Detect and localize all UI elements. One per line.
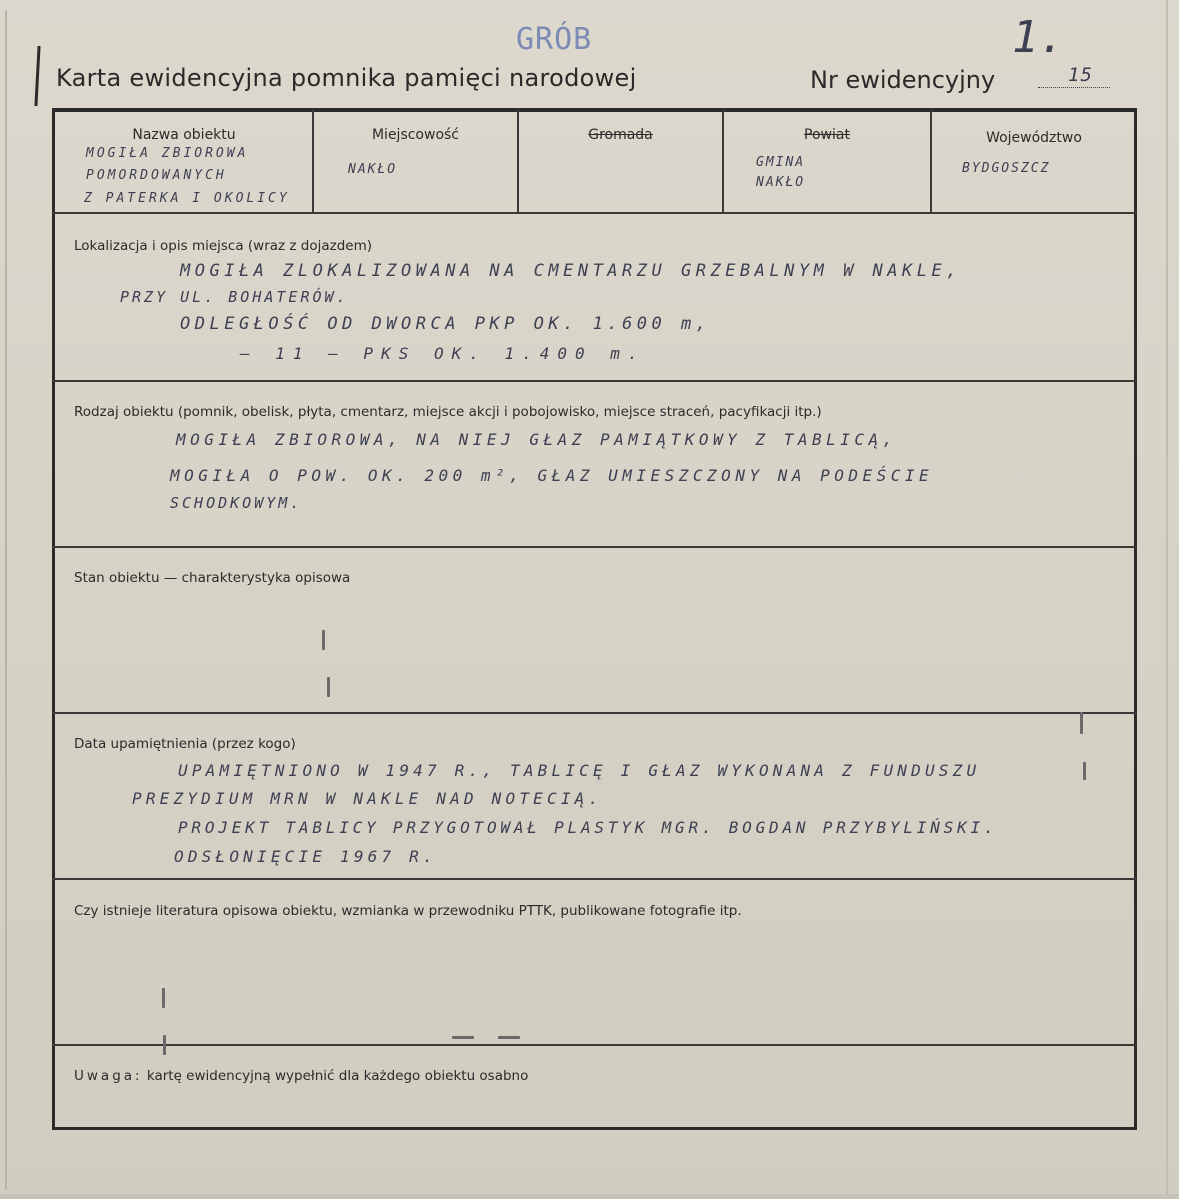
section-label-location: Lokalizacja i opis miejsca (wraz z dojazdem) bbox=[74, 238, 373, 254]
left-margin-bar bbox=[34, 46, 40, 106]
column-divider bbox=[312, 110, 314, 213]
footer-note-text: kartę ewidencyjną wypełnić dla każdego obiektu osabno bbox=[146, 1068, 529, 1084]
object-name-line: POMORDOWANYCH bbox=[86, 168, 227, 183]
location-line: MOGIŁA ZLOKALIZOWANA NA CMENTARZU GRZEBALNYM W NAKLE, bbox=[180, 261, 961, 281]
object-name-line: Z PATERKA I OKOLICY bbox=[84, 191, 290, 206]
location-line: ODLEGŁOŚĆ OD DWORCA PKP OK. 1.600 m, bbox=[180, 314, 711, 334]
column-label-locality: Miejscowość bbox=[371, 127, 460, 143]
staple-mark bbox=[1083, 762, 1086, 780]
footer-note-label: Uwaga: bbox=[74, 1068, 143, 1084]
commemoration-line: ODSŁONIĘCIE 1967 R. bbox=[174, 847, 437, 866]
column-label-voivodeship: Województwo bbox=[986, 130, 1082, 146]
column-label-commune-struck: Gromada bbox=[588, 127, 653, 143]
row-divider bbox=[52, 546, 1137, 548]
object-type-line: MOGIŁA ZBIOROWA, NA NIEJ GŁAZ PAMIĄTKOWY Z TABLICĄ, bbox=[176, 430, 897, 449]
voivodeship-value: BYDGOSZCZ bbox=[962, 161, 1051, 176]
card-edge-bottom bbox=[0, 1194, 1179, 1199]
card-title: Karta ewidencyjna pomnika pamięci narodowej bbox=[56, 64, 637, 92]
row-divider bbox=[52, 1044, 1137, 1046]
card-edge-right bbox=[1166, 0, 1168, 1199]
staple-mark bbox=[327, 677, 330, 697]
left-margin-line bbox=[5, 10, 7, 1190]
row-divider bbox=[52, 712, 1137, 714]
location-line: — 11 — PKS OK. 1.400 m. bbox=[240, 344, 646, 363]
staple-mark bbox=[163, 1035, 166, 1055]
locality-value: NAKŁO bbox=[348, 162, 398, 177]
commemoration-line: PREZYDIUM MRN W NAKLE NAD NOTECIĄ. bbox=[132, 789, 603, 808]
district-value-line: GMINA bbox=[756, 155, 806, 170]
district-value-line: NAKŁO bbox=[756, 175, 806, 190]
object-type-line: SCHODKOWYM. bbox=[170, 494, 303, 512]
section-label-object-type: Rodzaj obiektu (pomnik, obelisk, płyta, cmentarz, miejsce akcji i pobojowisko, miejsce straceń, pacyfikacji itp.) bbox=[74, 404, 822, 420]
section-label-literature: Czy istnieje literatura opisowa obiektu, wzmianka w przewodniku PTTK, publikowane fotografie itp. bbox=[74, 903, 742, 919]
annotation-grob: GRÓB bbox=[516, 22, 593, 57]
staple-mark bbox=[162, 988, 165, 1008]
row-divider bbox=[52, 380, 1137, 382]
object-type-line: MOGIŁA O POW. OK. 200 m², GŁAZ UMIESZCZONY NA PODEŚCIE bbox=[170, 466, 934, 485]
column-label-district-struck: Powiat bbox=[804, 127, 850, 143]
evidence-number-value: 15 bbox=[1068, 64, 1093, 86]
staple-mark bbox=[322, 630, 325, 650]
section-label-object-condition: Stan obiektu — charakterystyka opisowa bbox=[74, 570, 351, 586]
object-name-line: MOGIŁA ZBIOROWA bbox=[86, 146, 249, 161]
staple-mark bbox=[498, 1036, 520, 1039]
commemoration-line: UPAMIĘTNIONO W 1947 R., TABLICĘ I GŁAZ WYKONANA Z FUNDUSZU bbox=[178, 761, 981, 780]
staple-mark bbox=[1080, 712, 1083, 734]
section-label-commemoration-date: Data upamiętnienia (przez kogo) bbox=[74, 736, 296, 752]
footer-note bbox=[74, 1068, 528, 1084]
column-divider bbox=[722, 110, 724, 213]
row-divider bbox=[52, 212, 1137, 214]
staple-mark bbox=[452, 1036, 474, 1039]
annotation-number: 1. bbox=[1012, 12, 1065, 63]
evidence-number-label: Nr ewidencyjny bbox=[810, 66, 996, 94]
column-label-object-name: Nazwa obiektu bbox=[132, 127, 236, 143]
location-line: PRZY UL. BOHATERÓW. bbox=[120, 288, 349, 306]
row-divider bbox=[52, 878, 1137, 880]
column-divider bbox=[930, 110, 932, 213]
commemoration-line: PROJEKT TABLICY PRZYGOTOWAŁ PLASTYK MGR. BOGDAN PRZYBYLIŃSKI. bbox=[178, 818, 998, 837]
column-divider bbox=[517, 110, 519, 213]
evidence-number-dotted-line bbox=[1038, 87, 1110, 88]
